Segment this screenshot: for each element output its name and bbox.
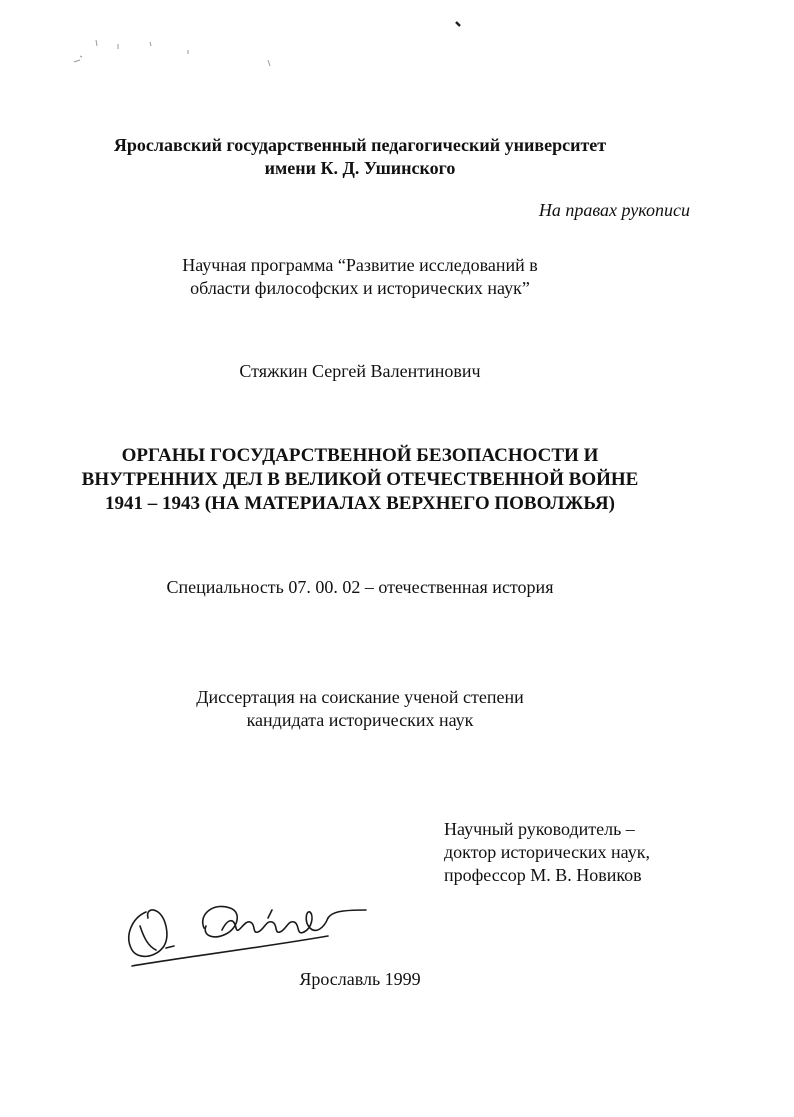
dissertation-title-line-1: ОРГАНЫ ГОСУДАРСТВЕННОЙ БЕЗОПАСНОСТИ И	[121, 445, 599, 466]
supervisor-line-1: Научный руководитель –	[444, 819, 635, 839]
dissertation-title-line-2: ВНУТРЕННИХ ДЕЛ В ВЕЛИКОЙ ОТЕЧЕСТВЕННОЙ ВОЙНЕ	[81, 469, 639, 490]
scan-speck-icon	[0, 0, 794, 80]
dissertation-title-line-3: 1941 – 1943 (НА МАТЕРИАЛАХ ВЕРХНЕГО ПОВОЛЖЬЯ)	[105, 493, 615, 514]
author-name: Стяжкин Сергей Валентинович	[239, 361, 481, 381]
program-line-1: Научная программа “Развитие исследований в	[182, 255, 538, 275]
dissertation-degree-line-2: кандидата исторических наук	[246, 710, 474, 730]
supervisor-line-3: профессор М. В. Новиков	[444, 865, 642, 885]
specialty: Специальность 07. 00. 02 – отечественная история	[166, 577, 554, 597]
university-name-continued: имени К. Д. Ушинского	[264, 158, 456, 178]
dissertation-degree-line-1: Диссертация на соискание ученой степени	[196, 687, 524, 707]
program-line-2: области философских и исторических наук”	[190, 278, 530, 298]
city-year: Ярославль 1999	[299, 969, 421, 989]
university-name: Ярославский государственный педагогический университет	[113, 135, 607, 155]
rights-note: На правах рукописи	[538, 200, 690, 220]
supervisor-line-2: доктор исторических наук,	[444, 842, 650, 862]
